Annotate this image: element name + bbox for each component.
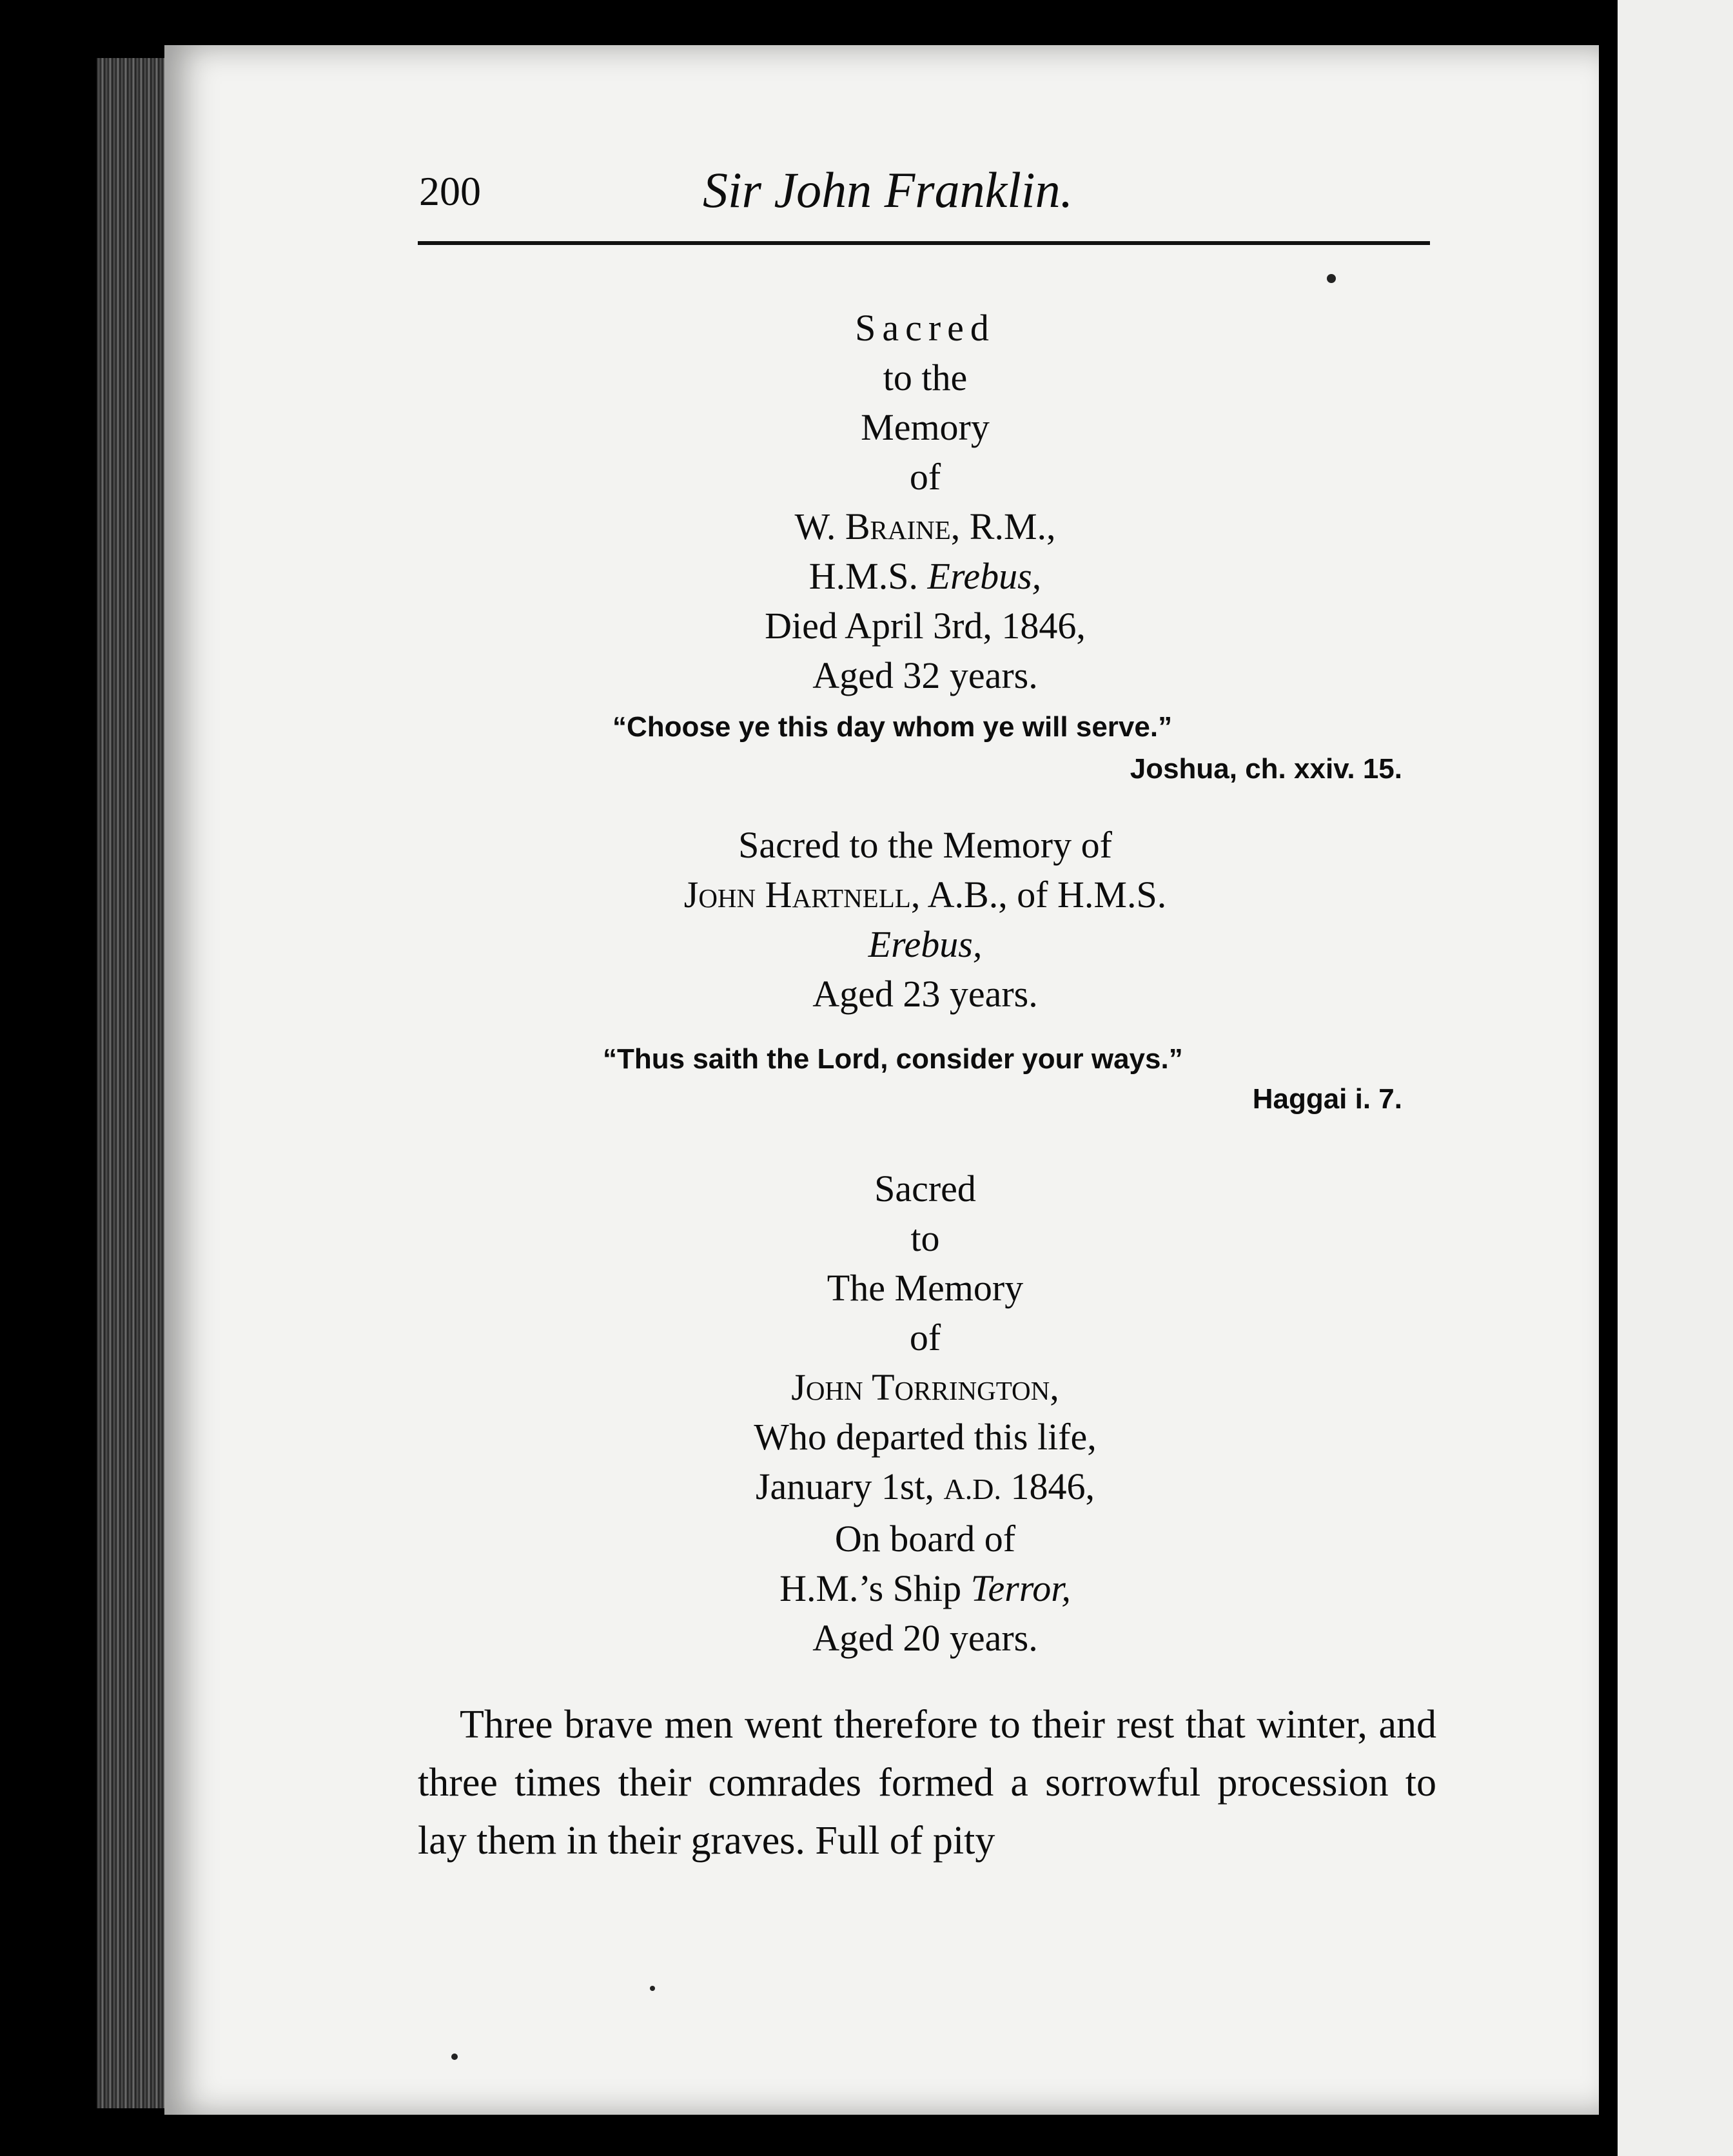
header-rule (418, 241, 1430, 245)
epitaph-ship-line (419, 1563, 1431, 1613)
epitaph-quote: “Thus saith the Lord, consider your ways.” (603, 1043, 1183, 1075)
epitaph-name: John Hartnell (683, 874, 911, 916)
page-number: 200 (419, 168, 481, 214)
epitaph-quote: “Choose ye this day whom ye will serve.” (612, 711, 1173, 743)
epitaph-line: to (910, 1217, 940, 1259)
epitaph-onboard: On board of (834, 1518, 1016, 1560)
running-title: Sir John Franklin. (703, 162, 1073, 218)
epitaph-line: Sacred (855, 307, 995, 349)
epitaph-hartnell (419, 820, 1431, 1019)
ship-prefix: H.M.’s Ship (779, 1567, 971, 1609)
scan-speck (1327, 274, 1336, 283)
epitaph-aged: Aged 20 years. (812, 1617, 1038, 1659)
ship-name: Terror, (970, 1567, 1071, 1609)
epitaph-citation: Joshua, ch. xxiv. 15. (1130, 753, 1402, 785)
epitaph-name: W. Braine, R.M., (794, 505, 1056, 547)
epitaph-died: Died April 3rd, 1846, (765, 605, 1086, 647)
body-paragraph: Three brave men went therefore to their rest that winter, and three times their comrades formed a sorrowful procession to lay them in their graves. Full of pity (418, 1703, 1436, 1863)
epitaph-line: Memory (861, 406, 990, 448)
epitaph-name-line (419, 870, 1431, 919)
epitaph-line: of (909, 1317, 941, 1358)
scan-speck (451, 2053, 458, 2060)
epitaph-name-suffix: , A.B., of H.M.S. (910, 874, 1167, 916)
year: 1846, (1001, 1465, 1095, 1507)
epitaph-line: The Memory (827, 1267, 1024, 1309)
ship-name: Erebus, (868, 923, 983, 965)
epitaph-citation: Haggai i. 7. (1252, 1083, 1402, 1115)
epitaph-name: John Torrington, (791, 1366, 1059, 1408)
ship-name: Erebus, (927, 555, 1042, 597)
epitaph-aged: Aged 23 years. (812, 973, 1038, 1015)
epitaph-line: of (909, 456, 941, 498)
epitaph-braine (419, 303, 1431, 700)
epitaph-line: Sacred (874, 1168, 976, 1210)
epitaph-departed: Who departed this life, (754, 1416, 1097, 1458)
facing-page-edge (1609, 0, 1733, 2156)
epitaph-line: to the (883, 357, 968, 398)
epitaph-aged: Aged 32 years. (812, 654, 1038, 696)
epitaph-ship-line (419, 551, 1431, 601)
epitaph-date (419, 1462, 1431, 1514)
page-header (419, 161, 1425, 226)
era: A.D. (943, 1473, 1001, 1505)
epitaph-line: Sacred to the Memory of (738, 824, 1112, 866)
epitaph-torrington (419, 1164, 1431, 1663)
ship-prefix: H.M.S. (808, 555, 928, 597)
scan-speck (650, 1986, 655, 1991)
date-prefix: January 1st, (755, 1465, 944, 1507)
